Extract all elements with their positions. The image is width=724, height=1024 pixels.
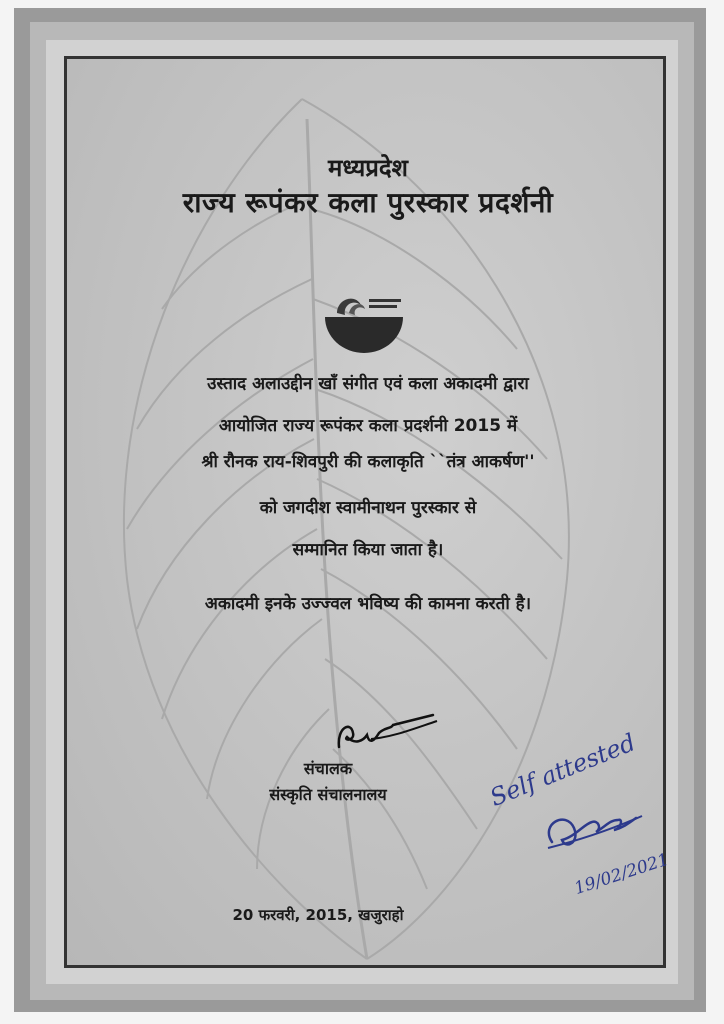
signatory-designation: संचालक: [303, 759, 353, 778]
body-line-2: आयोजित राज्य रूपंकर कला प्रदर्शनी 2015 में: [218, 416, 518, 436]
title-exhibition: राज्य रूपंकर कला पुरस्कार प्रदर्शनी: [182, 186, 554, 219]
date-place: 20 फरवरी, 2015, खजुराहो: [232, 906, 404, 924]
director-signature: [333, 707, 443, 757]
body-line-5: सम्मानित किया जाता है।: [292, 540, 444, 560]
body-line-3: श्री रौनक राय-शिवपुरी की कलाकृति ``तंत्र आकर्षण'': [201, 452, 535, 472]
title-state: मध्यप्रदेश: [327, 154, 409, 182]
body-line-1: उस्ताद अलाउद्दीन खाँ संगीत एवं कला अकादमी द्वारा: [207, 374, 529, 394]
academy-logo: [319, 291, 409, 355]
self-attested-note: Self attested: [486, 728, 640, 812]
signatory-office: संस्कृति संचालनालय: [269, 785, 387, 804]
body-line-6: अकादमी इनके उज्ज्वल भविष्य की कामना करती है।: [204, 594, 532, 614]
body-line-4: को जगदीश स्वामीनाथन पुरस्कार से: [259, 498, 477, 518]
attestation-date: 19/02/2021: [572, 849, 672, 900]
